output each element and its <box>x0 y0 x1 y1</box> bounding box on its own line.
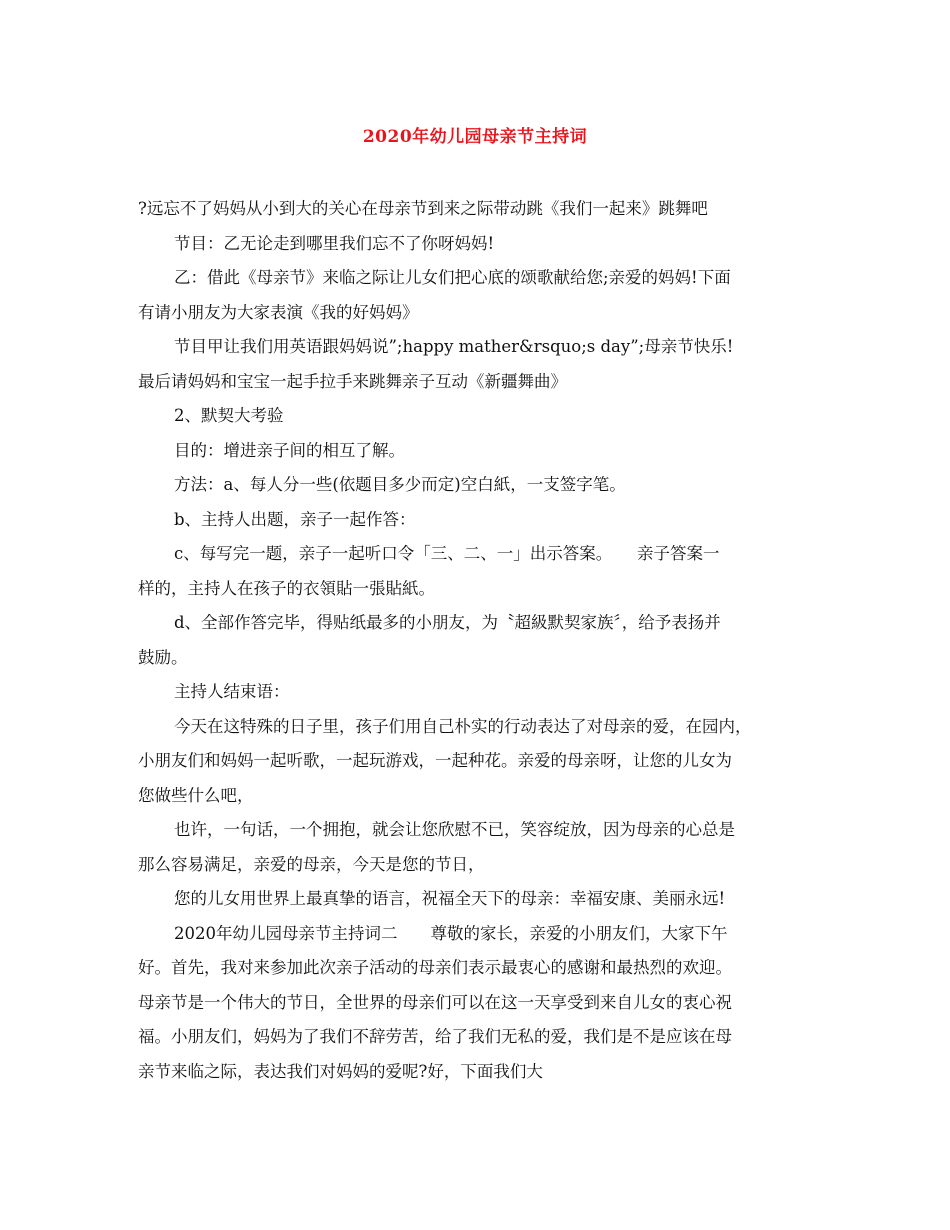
paragraph-line: 今天在这特殊的日子里，孩子们用自己朴实的行动表达了对母亲的爱，在园内， <box>174 716 752 736</box>
paragraph-line: 好。首先，我对来参加此次亲子活动的母亲们表示最衷心的感谢和最热烈的欢迎。 <box>138 958 732 977</box>
paragraph-line: 主持人结束语： <box>174 682 290 701</box>
paragraph-line: 2020年幼儿园母亲节主持词二 尊敬的家长，亲爱的小朋友们，大家下午 <box>174 923 728 943</box>
document-title: 2020年幼儿园母亲节主持词 <box>362 127 588 147</box>
paragraph-line: 您做些什么吧， <box>138 785 254 805</box>
paragraph-line: 也许，一句话，一个拥抱，就会让您欣慰不已，笑容绽放，因为母亲的心总是 <box>174 820 735 839</box>
paragraph-line: 小朋友们和妈妈一起听歌，一起玩游戏，一起种花。亲爱的母亲呀，让您的儿女为 <box>138 751 732 770</box>
paragraph-line: 那么容易满足，亲爱的母亲，今天是您的节日， <box>138 854 485 874</box>
paragraph-line: 母亲节是一个伟大的节日，全世界的母亲们可以在这一天享受到来自儿女的衷心祝 <box>138 992 732 1012</box>
paragraph-line: c、每写完一题，亲子一起听口令「三、二、一」出示答案。 亲子答案一 <box>174 544 720 563</box>
paragraph-line: 乙：借此《母亲节》来临之际让儿女们把心底的颂歌献给您;亲爱的妈妈!下面 <box>174 268 731 287</box>
paragraph-line: ?远忘不了妈妈从小到大的关心在母亲节到来之际带动跳《我们一起来》跳舞吧 <box>138 199 708 218</box>
paragraph-line: 亲节来临之际，表达我们对妈妈的爱呢?好，下面我们大 <box>138 1061 543 1081</box>
paragraph-line: 您的儿女用世界上最真挚的语言，祝福全天下的母亲：幸福安康、美丽永远! <box>174 889 726 908</box>
paragraph-line: 目的：增进亲子间的相互了解。 <box>174 440 405 460</box>
paragraph-line: 最后请妈妈和宝宝一起手拉手来跳舞亲子互动《新疆舞曲》 <box>138 371 567 391</box>
paragraph-line: 方法：a、每人分一些(依题目多少而定)空白紙，一支签字笔。 <box>174 475 626 494</box>
paragraph-line: 节目甲让我们用英语跟妈妈说”;happy mather&rsquo;s day”;母亲节快乐! <box>174 337 734 356</box>
paragraph-line: 节目：乙无论走到哪里我们忘不了你呀妈妈! <box>174 233 495 253</box>
section-heading: 2、默契大考验 <box>174 406 284 425</box>
paragraph-line: 有请小朋友为大家表演《我的好妈妈》 <box>138 302 419 322</box>
paragraph-line: b、主持人出题，亲子一起作答： <box>174 509 416 529</box>
paragraph-line: 样的，主持人在孩子的衣領貼一張貼紙。 <box>138 578 435 598</box>
document-body <box>138 192 818 1089</box>
paragraph-line: 福。小朋友们，妈妈为了我们不辞劳苦，给了我们无私的爱，我们是不是应该在母 <box>138 1027 732 1046</box>
paragraph-line: d、全部作答完毕，得贴纸最多的小朋友，为〝超級默契家族〞，给予表扬并 <box>174 613 721 632</box>
paragraph-line: 鼓励。 <box>138 647 188 667</box>
